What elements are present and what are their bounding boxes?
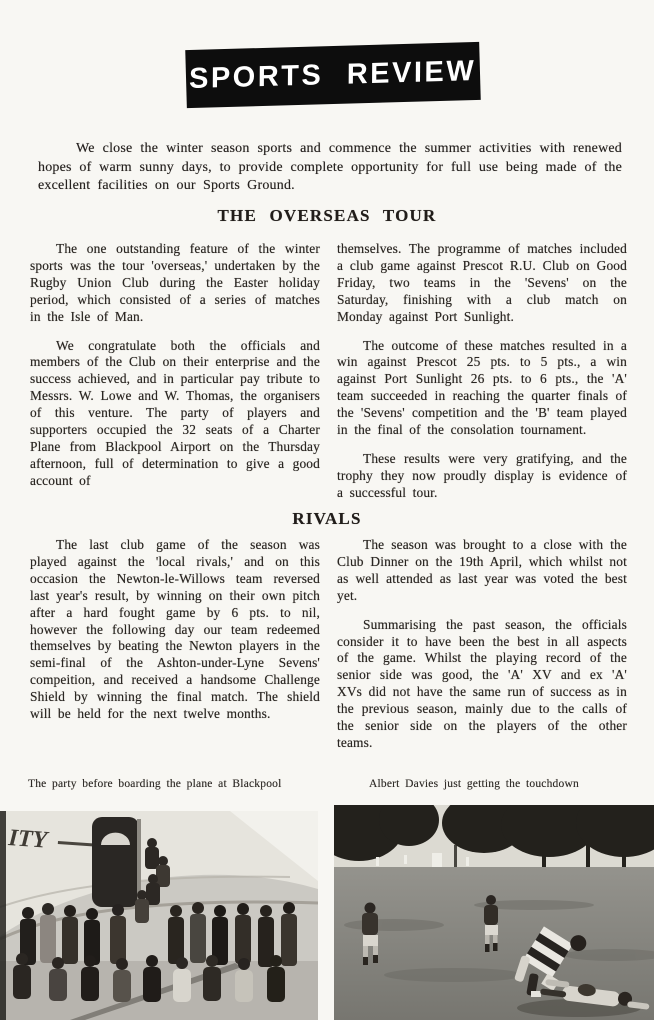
paragraph: We congratulate both the officials and members of the Club on their enterprise and the success achieved, and in particular pay tribute to Messrs. W. Lowe and W. Thomas, the organisers of this venture. The party of players and supporters occupied the 32 seats of a Charter Plane from Blackpool Airport on the Thursday afternoon, full of determination to give a good account of xyxy=(30,337,320,488)
page-title-banner xyxy=(185,42,481,108)
photo-rugby-touchdown xyxy=(334,805,654,1020)
paragraph: The season was brought to a close with the Club Dinner on the 19th April, which whilst not as well attended as last year was voted the best yet. xyxy=(337,537,627,603)
overseas-left-column xyxy=(30,241,320,514)
airplane-door xyxy=(92,817,141,907)
paragraph: The one outstanding feature of the winter sports was the tour 'overseas,' undertaken by the Rugby Union Club during the Easter holiday period, which consisted of a series of matches in the Isle of Man. xyxy=(30,241,320,324)
overseas-right-column xyxy=(337,241,627,514)
paragraph: These results were very gratifying, and the trophy they now proudly display is evidence of a successful tour. xyxy=(337,450,627,500)
paragraph: The outcome of these matches resulted in a win against Prescot 25 pts. to 5 pts., a win against Port Sunlight 26 pts. to 6 pts., the 'A' team succeeded in reaching the quarter finals of the 'Sevens' competition and the 'B' team played in the final of the consolation tournament. xyxy=(337,337,627,438)
crowd-front-row xyxy=(13,953,285,1002)
plane-photo-illustration xyxy=(0,811,318,1020)
overseas-tour-columns xyxy=(30,241,627,514)
page-title: SPORTS REVIEW xyxy=(189,54,477,95)
section-heading-overseas-tour: THE OVERSEAS TOUR xyxy=(217,206,437,225)
rugby-photo-illustration xyxy=(334,805,654,1020)
paragraph: themselves. The programme of matches included a club game against Prescot R.U. Club on Good Friday, two teams in the 'Sevens' on the Saturday, finishing with a club match on Monday against Port Sunlight. xyxy=(337,241,627,324)
section-heading-rivals: RIVALS xyxy=(292,509,362,528)
photo-caption-right: Albert Davies just getting the touchdown xyxy=(369,778,579,790)
intro-paragraph: We close the winter season sports and commence the summer activities with renewed hopes of warm sunny days, to provide complete opportunity for full use being made of the excellent facilities on our Sports Ground. xyxy=(38,141,622,194)
photo-caption-left: The party before boarding the plane at Blackpool xyxy=(28,778,282,790)
photo-plane-group xyxy=(0,811,318,1020)
fuselage-text: ITY xyxy=(7,825,48,854)
rivals-columns xyxy=(30,537,627,764)
paragraph: Summarising the past season, the officials consider it to have been the best in all aspects of the game. Whilst the playing record of the senior side was good, the 'A' XV and ex 'A' XVs did not have the same run of success as in the previous season, mainly due to the calls of the senior side on the players of the other teams. xyxy=(337,616,627,750)
rivals-right-column xyxy=(337,537,627,764)
paragraph: The last club game of the season was played against the 'local rivals,' and on this occasion the Newton-le-Willows team reversed last year's result, by winning on their own pitch after a hard fought game by 6 pts. to nil, however the following day our team redeemed themselves by beating the Newton players in the semi-final of the Ashton-under-Lyne Sevens' compeition, and received a handsome Challenge Shield by winning the final match. The shield will be held for the next twelve months. xyxy=(30,537,320,722)
rivals-left-column xyxy=(30,537,320,764)
